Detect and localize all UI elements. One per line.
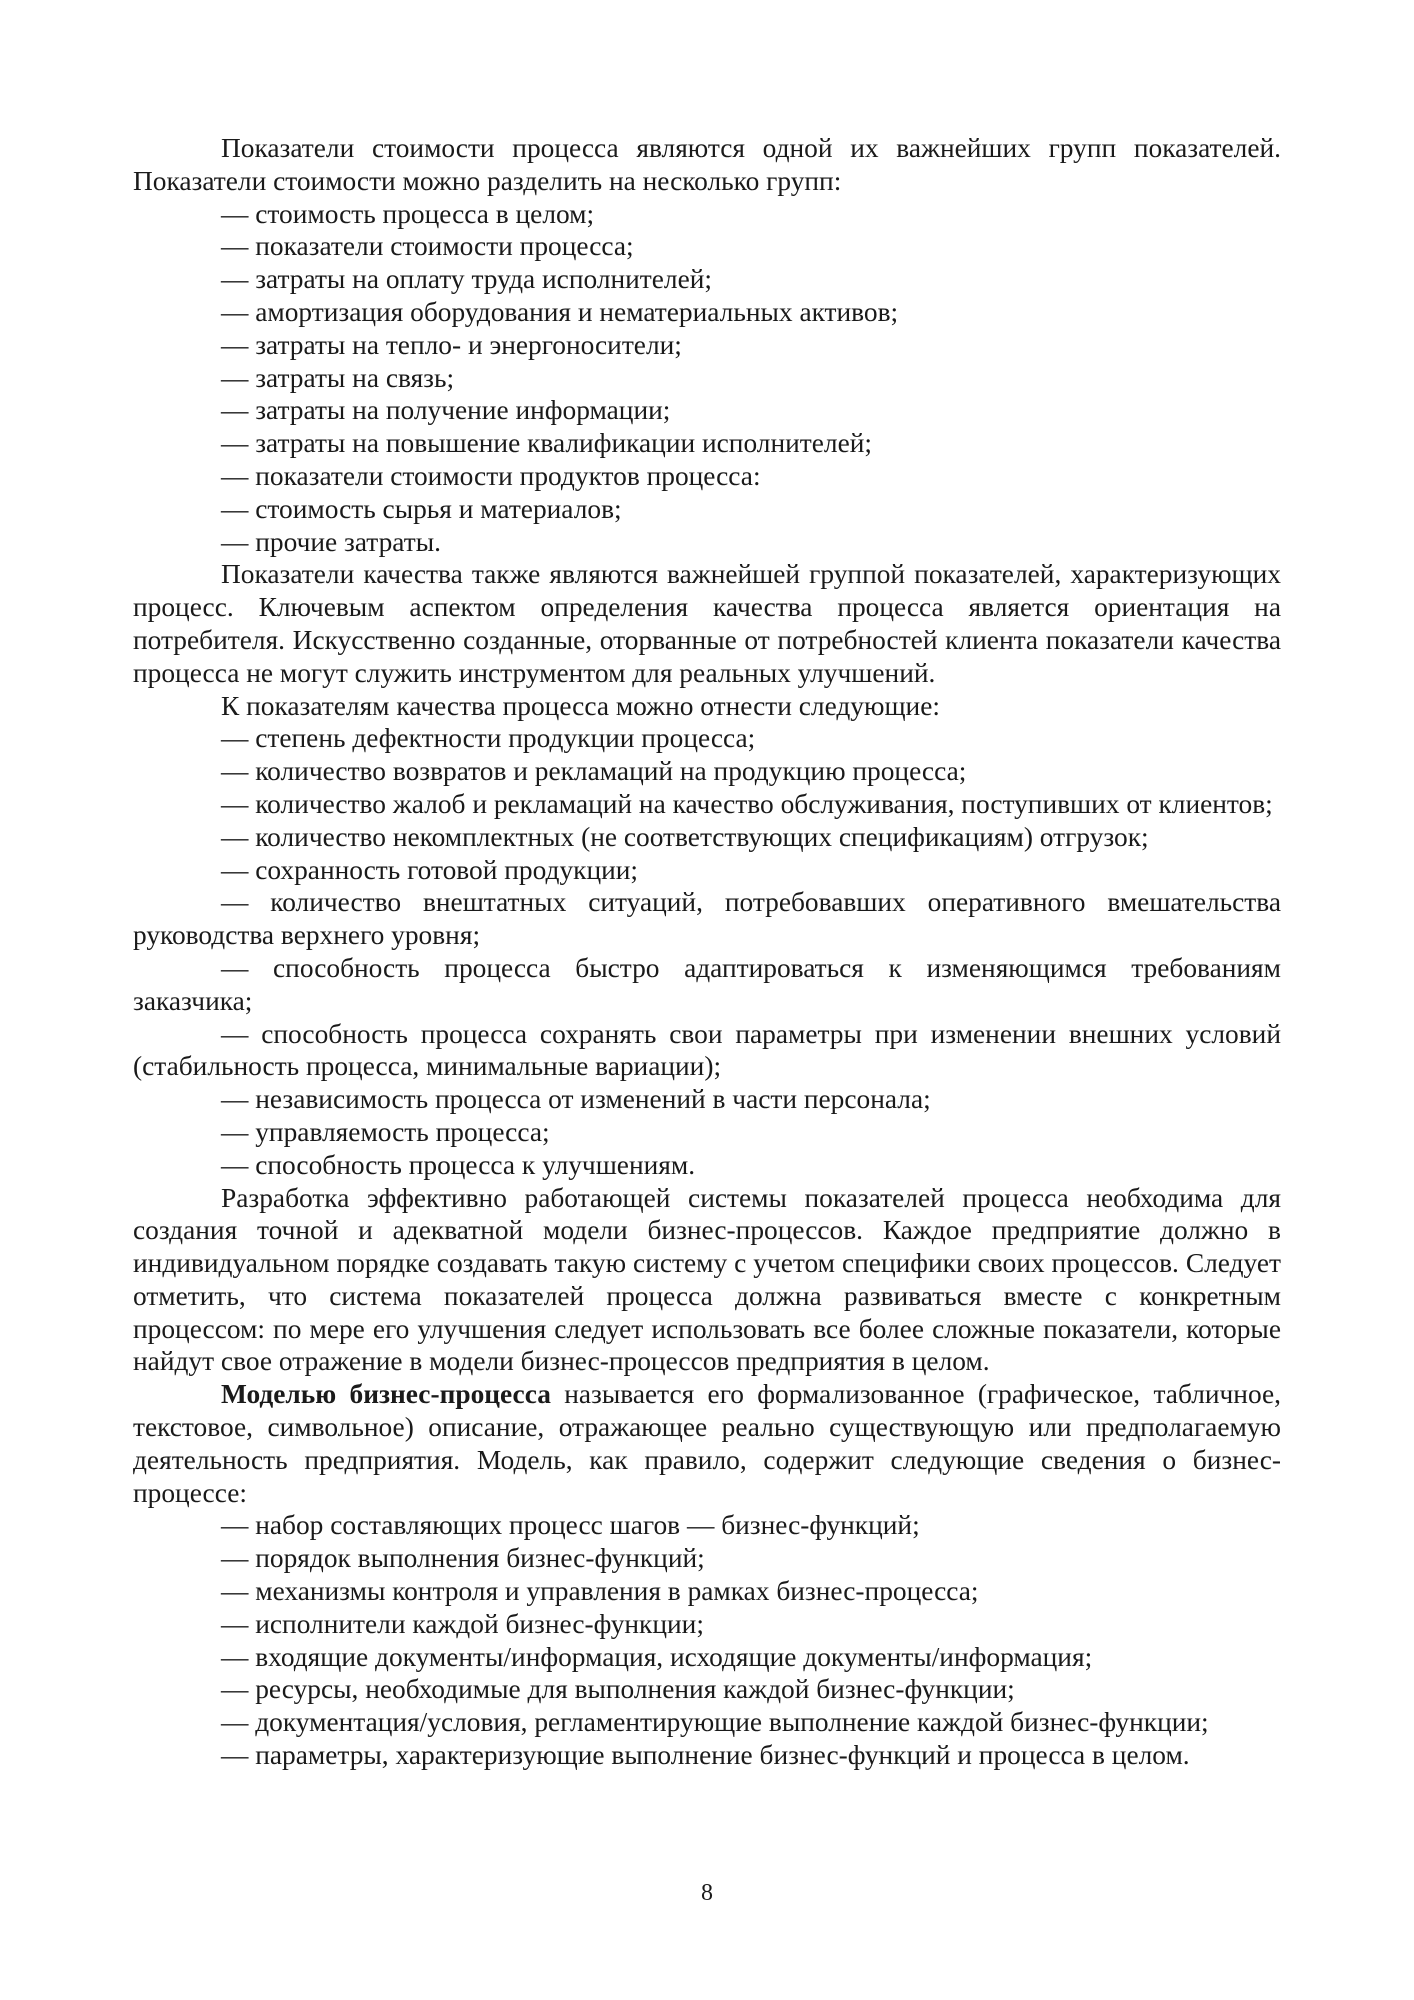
page-number: 8 (701, 1880, 713, 1906)
term-business-process-model: Моделью бизнес-процесса (221, 1379, 551, 1410)
list-item: — затраты на тепло- и энергоносители; (221, 329, 682, 360)
paragraph-quality-list-intro: К показателям качества процесса можно отнести следующие: (221, 690, 940, 721)
list-item: — показатели стоимости процесса; (221, 231, 634, 262)
list-item: — управляемость процесса; (221, 1116, 550, 1147)
list-item: — количество возвратов и рекламаций на продукцию процесса; (221, 756, 967, 787)
list-item: — показатели стоимости продуктов процесса: (221, 460, 761, 491)
paragraph-quality-intro: Показатели качества также являются важнейшей группой показателей, характеризующих процесс. Ключевым аспектом определения качества процесса является ориентация на потребителя. Искусственно созданные, оторванные от потребностей клиента показатели качества процесса не могут служить инструментом для реальных улучшений. (133, 559, 1281, 688)
list-item: — независимость процесса от изменений в части персонала; (221, 1084, 931, 1115)
list-item: — затраты на повышение квалификации исполнителей; (221, 428, 872, 459)
list-item: — параметры, характеризующие выполнение бизнес-функций и процесса в целом. (221, 1740, 1190, 1771)
quality-list (133, 722, 1281, 1181)
list-item: — способность процесса быстро адаптироваться к изменяющимся требованиям заказчика; (133, 952, 1281, 1016)
list-item: — количество некомплектных (не соответствующих спецификациям) отгрузок; (221, 821, 1149, 852)
list-item: — амортизация оборудования и нематериальных активов; (221, 296, 899, 327)
list-item: — стоимость сырья и материалов; (221, 493, 622, 524)
list-item: — сохранность готовой продукции; (221, 854, 639, 885)
paragraph-system-development: Разработка эффективно работающей системы показателей процесса необходима для создания точной и адекватной модели бизнес-процессов. Каждое предприятие должно в индивидуальном порядке создавать такую систему с учетом специфики своих процессов. Следует отметить, что система показателей процесса должна развиваться вместе с конкретным процессом: по мере его улучшения следует использовать все более сложные показатели, которые найдут свое отражение в модели бизнес-процессов предприятия в целом. (133, 1182, 1281, 1377)
paragraph-cost-intro: Показатели стоимости процесса являются одной их важнейших групп показателей. Показатели стоимости можно разделить на несколько групп: (133, 133, 1281, 196)
list-item: — механизмы контроля и управления в рамках бизнес-процесса; (221, 1576, 979, 1607)
list-item: — затраты на оплату труда исполнителей; (221, 264, 713, 295)
definition-text: называется его формализованное (графическое, табличное, текстовое, символьное) описание, отражающее реально существующую или предполагаемую деятельность предприятия. Модель, как правило, содержит следующие сведения о бизнес-процессе: (133, 1379, 1281, 1508)
list-item: — затраты на получение информации; (221, 395, 671, 426)
list-item: — затраты на связь; (221, 362, 455, 393)
cost-list (133, 198, 1281, 559)
model-list (133, 1509, 1281, 1771)
list-item: — способность процесса сохранять свои параметры при изменении внешних условий (стабильность процесса, минимальные вариации); (133, 1018, 1281, 1082)
list-item: — ресурсы, необходимые для выполнения каждой бизнес-функции; (221, 1674, 1015, 1705)
list-item: — порядок выполнения бизнес-функций; (221, 1543, 705, 1574)
list-item: — документация/условия, регламентирующие выполнение каждой бизнес-функции; (221, 1707, 1209, 1738)
list-item: — количество жалоб и рекламаций на качество обслуживания, поступивших от клиентов; (221, 788, 1273, 819)
paragraph-model-definition (133, 1378, 1281, 1509)
list-item: — исполнители каждой бизнес-функции; (221, 1608, 704, 1639)
list-item: — стоимость процесса в целом; (221, 198, 595, 229)
list-item: — степень дефектности продукции процесса; (221, 723, 756, 754)
list-item: — способность процесса к улучшениям. (221, 1149, 696, 1180)
list-item: — прочие затраты. (221, 526, 441, 557)
list-item: — набор составляющих процесс шагов — бизнес-функций; (221, 1510, 920, 1541)
document-page (133, 132, 1281, 1772)
list-item: — количество внештатных ситуаций, потребовавших оперативного вмешательства руководства верхнего уровня; (133, 887, 1281, 951)
list-item: — входящие документы/информация, исходящие документы/информация; (221, 1641, 1093, 1672)
